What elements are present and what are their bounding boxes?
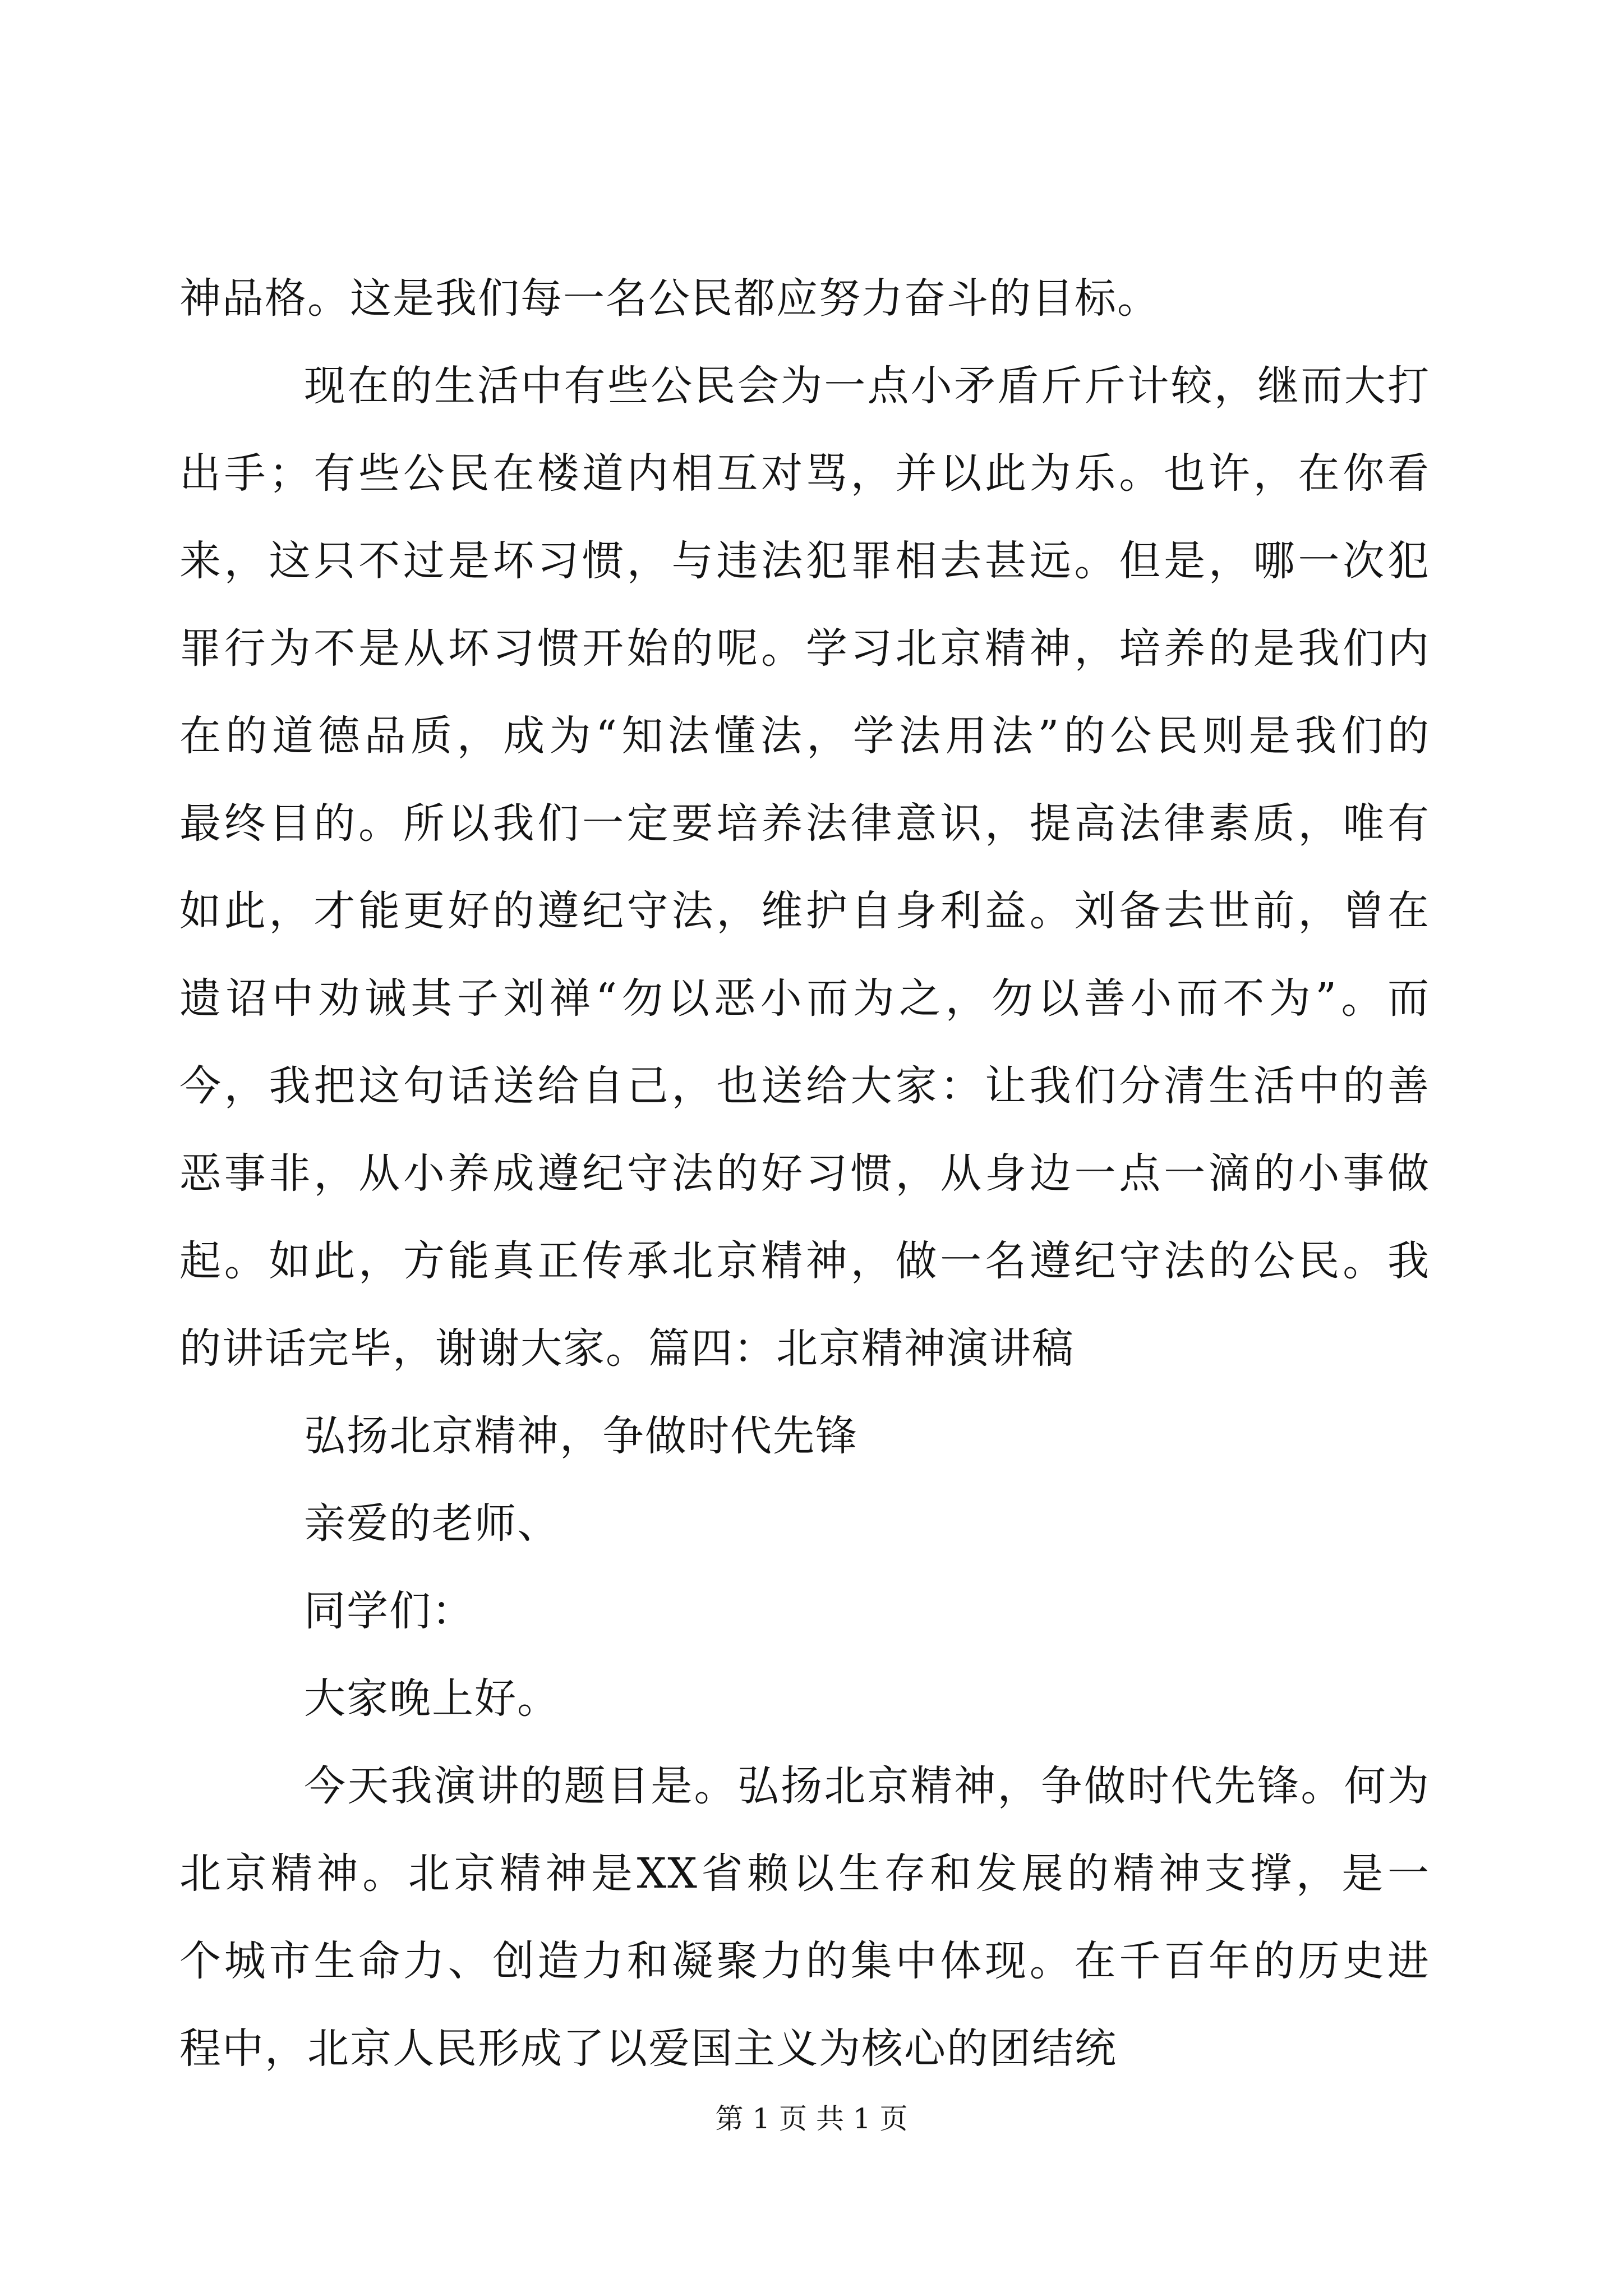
salutation-line: 同学们： xyxy=(304,1587,474,1635)
text-line: 在的道德品质，成为“知法懂法，学法用法”的公民则是我们的 xyxy=(179,712,1430,760)
text-line: 来，这只不过是坏习惯，与违法犯罪相去甚远。但是，哪一次犯 xyxy=(179,537,1430,585)
body-text xyxy=(179,255,1430,2092)
text-line: 神品格。这是我们每一名公民都应努力奋斗的目标。 xyxy=(179,274,1160,323)
text-line: 的讲话完毕，谢谢大家。篇四：北京精神演讲稿 xyxy=(179,1324,1075,1373)
text-line: 现在的生活中有些公民会为一点小矛盾斤斤计较，继而大打 xyxy=(304,362,1430,410)
text-line: 个城市生命力、创造力和凝聚力的集中体现。在千百年的历史进 xyxy=(179,1937,1430,1985)
text-line: 如此，才能更好的遵纪守法，维护自身利益。刘备去世前，曾在 xyxy=(179,887,1430,935)
text-line: 遗诏中劝诫其子刘禅“勿以恶小而为之，勿以善小而不为”。而 xyxy=(179,974,1430,1023)
text-line: 今，我把这句话送给自己，也送给大家：让我们分清生活中的善 xyxy=(179,1062,1430,1110)
page-footer: 第 1 页 共 1 页 xyxy=(715,2102,908,2135)
speech-title: 弘扬北京精神，争做时代先锋 xyxy=(304,1412,858,1460)
text-line: 恶事非，从小养成遵纪守法的好习惯，从身边一点一滴的小事做 xyxy=(179,1149,1430,1198)
text-line: 罪行为不是从坏习惯开始的呢。学习北京精神，培养的是我们内 xyxy=(179,624,1430,673)
text-line: 起。如此，方能真正传承北京精神，做一名遵纪守法的公民。我 xyxy=(179,1237,1430,1285)
text-line: 北京精神。北京精神是XX省赖以生存和发展的精神支撑，是一 xyxy=(179,1849,1430,1898)
text-line: 最终目的。所以我们一定要培养法律意识，提高法律素质，唯有 xyxy=(179,799,1430,848)
text-line: 出手；有些公民在楼道内相互对骂，并以此为乐。也许，在你看 xyxy=(179,449,1430,498)
text-line: 今天我演讲的题目是。弘扬北京精神，争做时代先锋。何为 xyxy=(304,1762,1430,1810)
text-line: 程中，北京人民形成了以爱国主义为核心的团结统 xyxy=(179,2024,1117,2073)
salutation-line: 亲爱的老师、 xyxy=(304,1499,560,1548)
greeting-line: 大家晚上好。 xyxy=(304,1674,560,1723)
